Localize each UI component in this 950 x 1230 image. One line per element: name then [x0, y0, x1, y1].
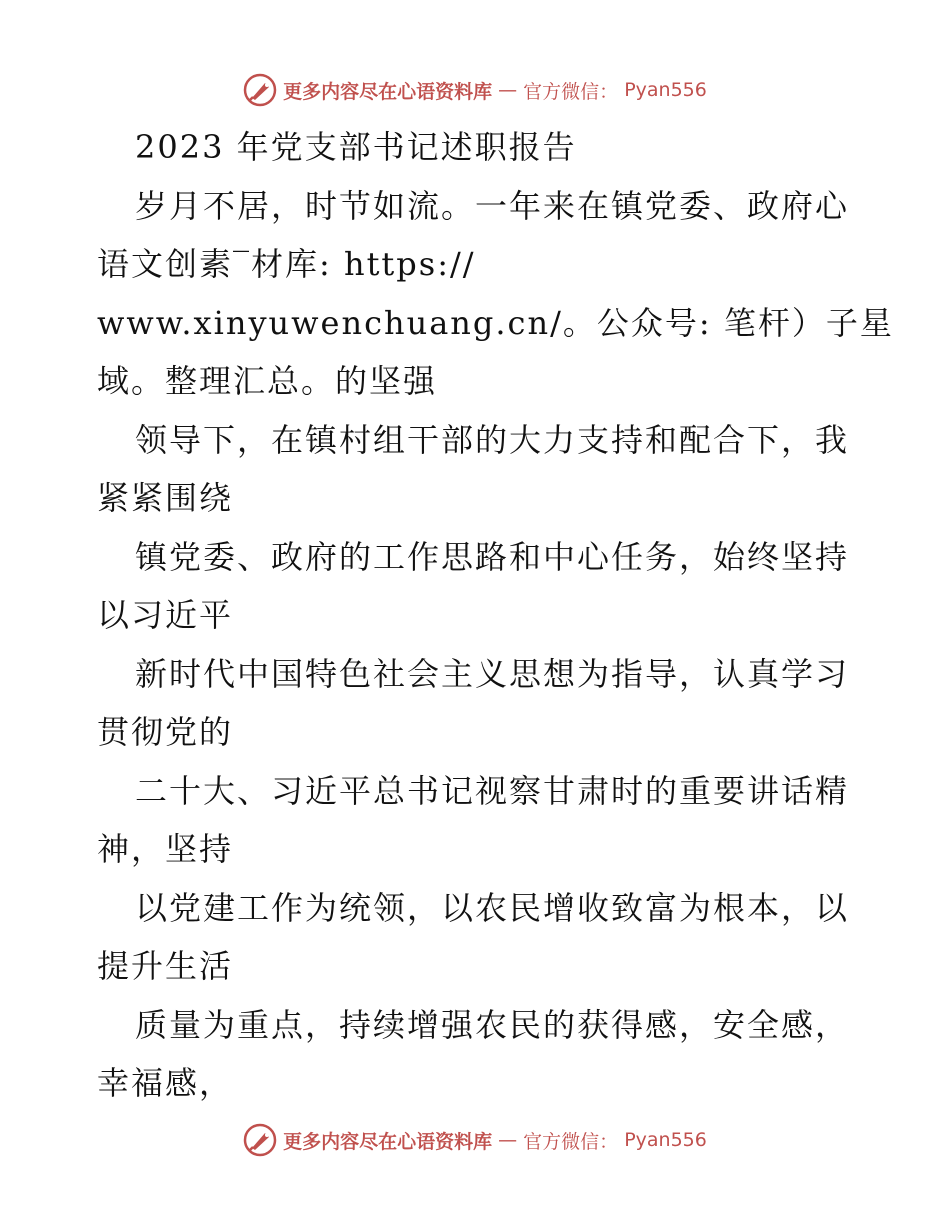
paragraph-line: 幸福感， [97, 1064, 234, 1102]
paragraph-line: 以习近平 [97, 596, 234, 634]
banner-brand-text: 更多内容尽在心语资料库 [283, 80, 493, 103]
header-watermark-banner [0, 70, 950, 110]
document-body [97, 118, 894, 1113]
paragraph-line: 以党建工作为统领，以农民增收致富为根本，以 [135, 888, 850, 927]
banner-separator: — [498, 1129, 518, 1151]
paragraph-line: 岁月不居，时节如流。一年来在镇党委、政府心 [135, 186, 850, 225]
paragraph-line: 新时代中国特色社会主义思想为指导，认真学习 [135, 654, 850, 693]
banner-separator: — [498, 79, 518, 101]
paragraph-line: 紧紧围绕 [97, 479, 234, 517]
paragraph-line: 质量为重点，持续增强农民的获得感，安全感， [135, 1005, 850, 1044]
banner-wechat-id: Pyan556 [624, 79, 707, 101]
paragraph-line: 镇党委、政府的工作思路和中心任务，始终坚持 [135, 537, 850, 576]
footer-watermark-banner [0, 1120, 950, 1160]
fountain-pen-logo-icon [243, 1123, 277, 1157]
paragraph-line: 语文创素‾材库: https:// [97, 245, 476, 283]
paragraph-line: 提升生活 [97, 947, 234, 985]
paragraph-line: 领导下，在镇村组干部的大力支持和配合下，我 [135, 420, 850, 459]
banner-official-label: 官方微信： [523, 1130, 619, 1153]
fountain-pen-logo-icon [243, 73, 277, 107]
banner-wechat-id: Pyan556 [624, 1129, 707, 1151]
banner-official-label: 官方微信： [523, 80, 619, 103]
paragraph-line: 神，坚持 [97, 830, 234, 868]
document-title: 2023 年党支部书记述职报告 [135, 128, 577, 166]
paragraph-line: 域。整理汇总。的坚强 [97, 362, 438, 400]
paragraph-line: 二十大、习近平总书记视察甘肃时的重要讲话精 [135, 771, 850, 810]
paragraph-line: 贯彻党的 [97, 713, 234, 751]
banner-brand-text: 更多内容尽在心语资料库 [283, 1130, 493, 1153]
paragraph-line: www.xinyuwenchuang.cn/。公众号: 笔杆）子星 [97, 303, 894, 342]
